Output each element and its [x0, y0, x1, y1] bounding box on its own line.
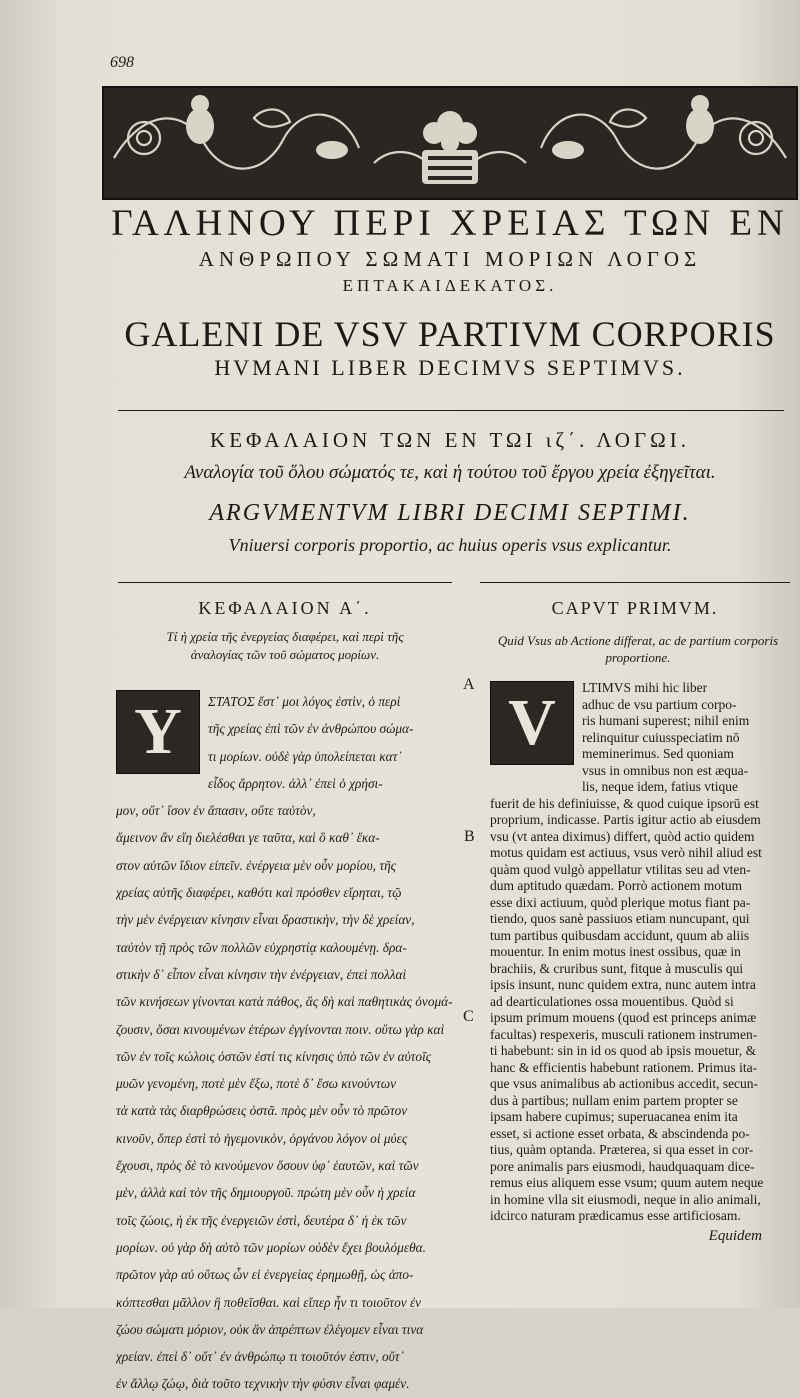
text-line: esse dixi actiuum, quòd plerique motus fiant pa-	[490, 894, 751, 910]
latin-chapter-subheading: Quid Vsus ab Actione differat, ac de partium corporis proportione.	[497, 633, 779, 665]
text-line: μὲν, ἀλλὰ καὶ τὸν τῆς δημιουργοῦ. πρώτη μὲν οὖν ἡ χρεία	[116, 1185, 416, 1201]
text-line: que vsus animalibus ab actionibus accedit, secun-	[490, 1076, 759, 1091]
text-line: χρείας αὐτῆς διαφέρει, καθότι καὶ πρόσθεν εἴρηται, τῷ	[116, 885, 402, 901]
text-line: hanc & efficientis habebunt rationem. Primus ita-	[490, 1059, 758, 1075]
main-divider-rule	[118, 410, 784, 411]
latin-argument-summary: Vniuersi corporis proportio, ac huius operis vsus explicantur.	[228, 535, 672, 555]
page-number: 698	[110, 54, 134, 71]
text-line: μον, οὔτ᾽ ἴσον ἐν ἅπασιν, οὔτε ταὐτὸν,	[116, 803, 316, 819]
greek-chapter-subheading: Τί ἡ χρεία τῆς ἐνεργείας διαφέρει, καὶ περὶ τῆς ἀναλογίας τῶν τοῦ σώματος μορίων.	[166, 629, 404, 662]
text-line: ἔχουσι, πρὸς δὲ τὸ κινούμενον ὅσουν ὑφ᾽ ἑαυτῶν, καὶ τῶν	[116, 1158, 419, 1174]
text-line: tius, quàm optanda. Præterea, si qua esset in cor-	[490, 1142, 754, 1157]
text-line: tum partibus quibusdam accidunt, quum ab aliis	[490, 927, 750, 943]
text-line: mouentur. In enim motus inest ossibus, quæ in	[490, 944, 741, 959]
text-line: motus quidam est actiuus, vsus verò nihil aliud est	[490, 845, 762, 860]
text-line: ris humani superest; nihil enim	[582, 713, 750, 728]
greek-chapters-heading: ΚΕΦΑΛΑΙΟΝ ΤΩΝ ΕΝ ΤΩΙ ιζ΄. ΛΟΓΩΙ.	[210, 428, 690, 452]
latin-body-text	[490, 680, 796, 1225]
text-line: dum aptitudo quædam. Porrò actionem motum	[490, 878, 742, 893]
text-line: lis, neque idem, fatius vtique	[582, 779, 738, 794]
greek-title-line-1: ΓΑΛΗΝΟΥ ΠΕΡΙ ΧΡΕΙΑΣ ΤΩΝ ΕΝ	[111, 203, 789, 244]
text-line: στικὴν δ᾽ εἶπον εἶναι κίνησιν τὴν ἐνέργειαν, ἐπεὶ πολλαὶ	[116, 966, 407, 982]
text-line: ipsam habere cupimus; superuacanea enim ita	[490, 1109, 738, 1124]
latin-title-line-2: HVMANI LIBER DECIMVS SEPTIMVS.	[214, 355, 686, 380]
text-line: relinquitur cuiusspeciatim nō	[582, 729, 740, 745]
margin-letter-c: C	[463, 1008, 474, 1025]
greek-title-line-2: ΑΝΘΡΩΠΟΥ ΣΩΜΑΤΙ ΜΟΡΙΩΝ ΛΟΓΟΣ	[198, 247, 702, 271]
catchword: Equidem	[708, 1228, 762, 1244]
text-line: ζουσιν, ὅσαι κινουμένων ἑτέρων ἐγγίνονται ποιν. οὕτω γὰρ καὶ	[116, 1021, 445, 1037]
ornamental-header-woodcut	[102, 86, 798, 200]
text-line: ad dearticulationes ossa mouentibus. Quòd si	[490, 993, 734, 1009]
text-line: esset, si actione esset orbata, & abscindenda po-	[490, 1125, 750, 1141]
right-column-rule	[480, 582, 790, 583]
text-line: ταὐτὸν τῇ πρὸς τῶν πολλῶν εὐχρηστίᾳ καλουμένῃ. δρα-	[116, 939, 407, 955]
text-line: τι μορίων. οὐδὲ γὰρ ὑπολείπεται κατ᾽	[208, 748, 402, 764]
text-line: κινοῦν, ὅπερ ἐστὶ τὸ ἡγεμονικὸν, ὀργάνου λόγον οἱ μύες	[116, 1130, 408, 1146]
text-line: μυῶν γενομένη, ποτὲ μὲν ἔξω, ποτὲ δ᾽ ἔσω κινούντων	[116, 1076, 396, 1092]
text-line: meminerimus. Sed quoniam	[582, 746, 734, 761]
latin-drop-cap-letter: V	[508, 686, 556, 759]
margin-letter-a: A	[463, 676, 475, 693]
text-line: idcirco naturam prædicamus esse artificiosam.	[490, 1208, 741, 1223]
text-line: τῆς χρείας ἐπὶ τῶν ἐν ἀνθρώπου σώμα-	[208, 721, 414, 737]
text-line: vsu (vt antea diximus) differt, quòd actio quidem	[490, 828, 755, 844]
greek-body-text	[116, 688, 464, 1398]
text-line: vsus in omnibus non est æqua-	[582, 762, 749, 778]
greek-chapters-summary: Αναλογία τοῦ ὅλου σώματός τε, καὶ ἡ τούτου τοῦ ἔργου χρεία ἐξηγεῖται.	[184, 462, 716, 483]
text-line: dus à partibus; nullam enim partem propter se	[490, 1092, 738, 1108]
text-line: τὴν μὲν ἐνέργειαν κίνησιν εἶναι δραστικὴν, τὴν δὲ χρείαν,	[116, 912, 415, 928]
text-line: ἐν ἄλλῳ ζώῳ, διὰ τοῦτο τεχνικὴν τὴν φύσιν εἶναι φαμέν.	[116, 1376, 410, 1392]
text-line: ζώου σώματι μόριον, οὐκ ἂν ἀπρέπτων ἐλέγομεν εἶναι τινα	[116, 1321, 424, 1337]
ornament-scroll-icon	[104, 88, 796, 198]
text-line: εἶδος ἄρρητον. ἀλλ᾽ ἐπεὶ ὁ χρήσι-	[208, 775, 383, 791]
text-line: τῶν ἐν τοῖς κώλοις ὀστῶν ἐστί τις κίνησις ὑπὸ τῶν ἐν αὐτοῖς	[116, 1048, 432, 1064]
text-line: facultas) respexeris, musculi rationem instrumen-	[490, 1026, 758, 1042]
text-line: fuerit de his definiuisse, & quod cuique ipsorū est	[490, 795, 759, 811]
text-line: πρῶτον γὰρ αὐ οὕτως ὧν εἰ ἐνεργείας ἐρημωθῇ, ὡς ἀπο-	[116, 1267, 414, 1283]
greek-title-line-3: ΕΠΤΑΚΑΙΔΕΚΑΤΟΣ.	[342, 276, 558, 295]
text-line: brachiis, & cruribus sunt, fitque à musculis qui	[490, 960, 744, 976]
text-line: in homine vlla sit eiusmodi, neque in alio animali,	[490, 1191, 761, 1207]
text-line: κόπτεσθαι μᾶλλον ἢ ποθεῖσθαι. καὶ εἴπερ ἦν τι τοιοῦτον ἐν	[116, 1294, 422, 1310]
text-line: μορίων. οὐ γὰρ δὴ αὐτὸ τῶν μορίων οὐδὲν ἔχει βουλόμεθα.	[116, 1239, 426, 1255]
text-line: pore animalis pars eiusmodi, haudquaquam dice-	[490, 1158, 755, 1174]
text-line: LTIMVS mihi hic liber	[582, 680, 708, 695]
text-line: ti habebunt: sin in id os quod ab ipsis mouetur, &	[490, 1043, 757, 1058]
text-line: ipsis insunt, nunc quidem extra, nunc autem intra	[490, 977, 756, 992]
text-line: τοῖς ζώοις, ἡ ἐκ τῆς ἐνεργειῶν ἐστὶ, δευτέρα δ᾽ ἡ ἐκ τῶν	[116, 1212, 407, 1228]
text-line: στον αὐτῶν ἴδιον εἰπεῖν. ἐνέργεια μὲν οὖν μορίου, τῆς	[116, 857, 397, 873]
greek-drop-cap-letter: Υ	[134, 695, 182, 768]
text-line: ipsum primum mouens (quod est princeps animæ	[490, 1010, 757, 1025]
margin-letter-b: B	[464, 828, 475, 845]
text-line: adhuc de vsu partium corpo-	[582, 696, 737, 712]
text-line: quàm quod vulgò appellatur vtilitas seu ad vten-	[490, 861, 751, 877]
latin-title-line-1: GALENI DE VSV PARTIVM CORPORIS	[124, 314, 776, 354]
latin-chapter-heading: CAPVT PRIMVM.	[551, 598, 719, 618]
left-column-rule	[118, 582, 452, 583]
text-line: ΣΤΑΤΟΣ ἔστ᾽ μοι λόγος ἐστὶν, ὁ περὶ	[208, 694, 401, 709]
text-line: ἄμεινον ἂν εἴη διελέσθαι γε ταῦτα, καὶ ὃ καθ᾽ ἕκα-	[116, 830, 380, 846]
text-line: τῶν κινήσεων γίνονται κατὰ πάθος, ἃς δὴ καὶ παθητικὰς ὀνομά-	[116, 994, 453, 1010]
text-line: remus eius aliquem esse vsum; quum autem neque	[490, 1175, 764, 1190]
latin-argument-heading: ARGVMENTVM LIBRI DECIMI SEPTIMI.	[209, 500, 691, 526]
text-line: proprium, indicasse. Partis igitur actio ab eiusdem	[490, 812, 761, 827]
text-line: tiendo, quos sanè passiuos etiam nuncupant, qui	[490, 911, 750, 926]
text-line: τὰ κατὰ τὰς διαρθρώσεις ὀστᾶ. πρὸς μὲν οὖν τὸ πρῶτον	[116, 1103, 408, 1119]
text-line: χρείαν. ἐπεὶ δ᾽ οὔτ᾽ ἐν ἀνθρώπῳ τι τοιοῦτόν ἐστιν, οὔτ᾽	[116, 1349, 404, 1365]
greek-chapter-heading: ΚΕΦΑΛΑΙΟΝ Α΄.	[198, 598, 372, 618]
